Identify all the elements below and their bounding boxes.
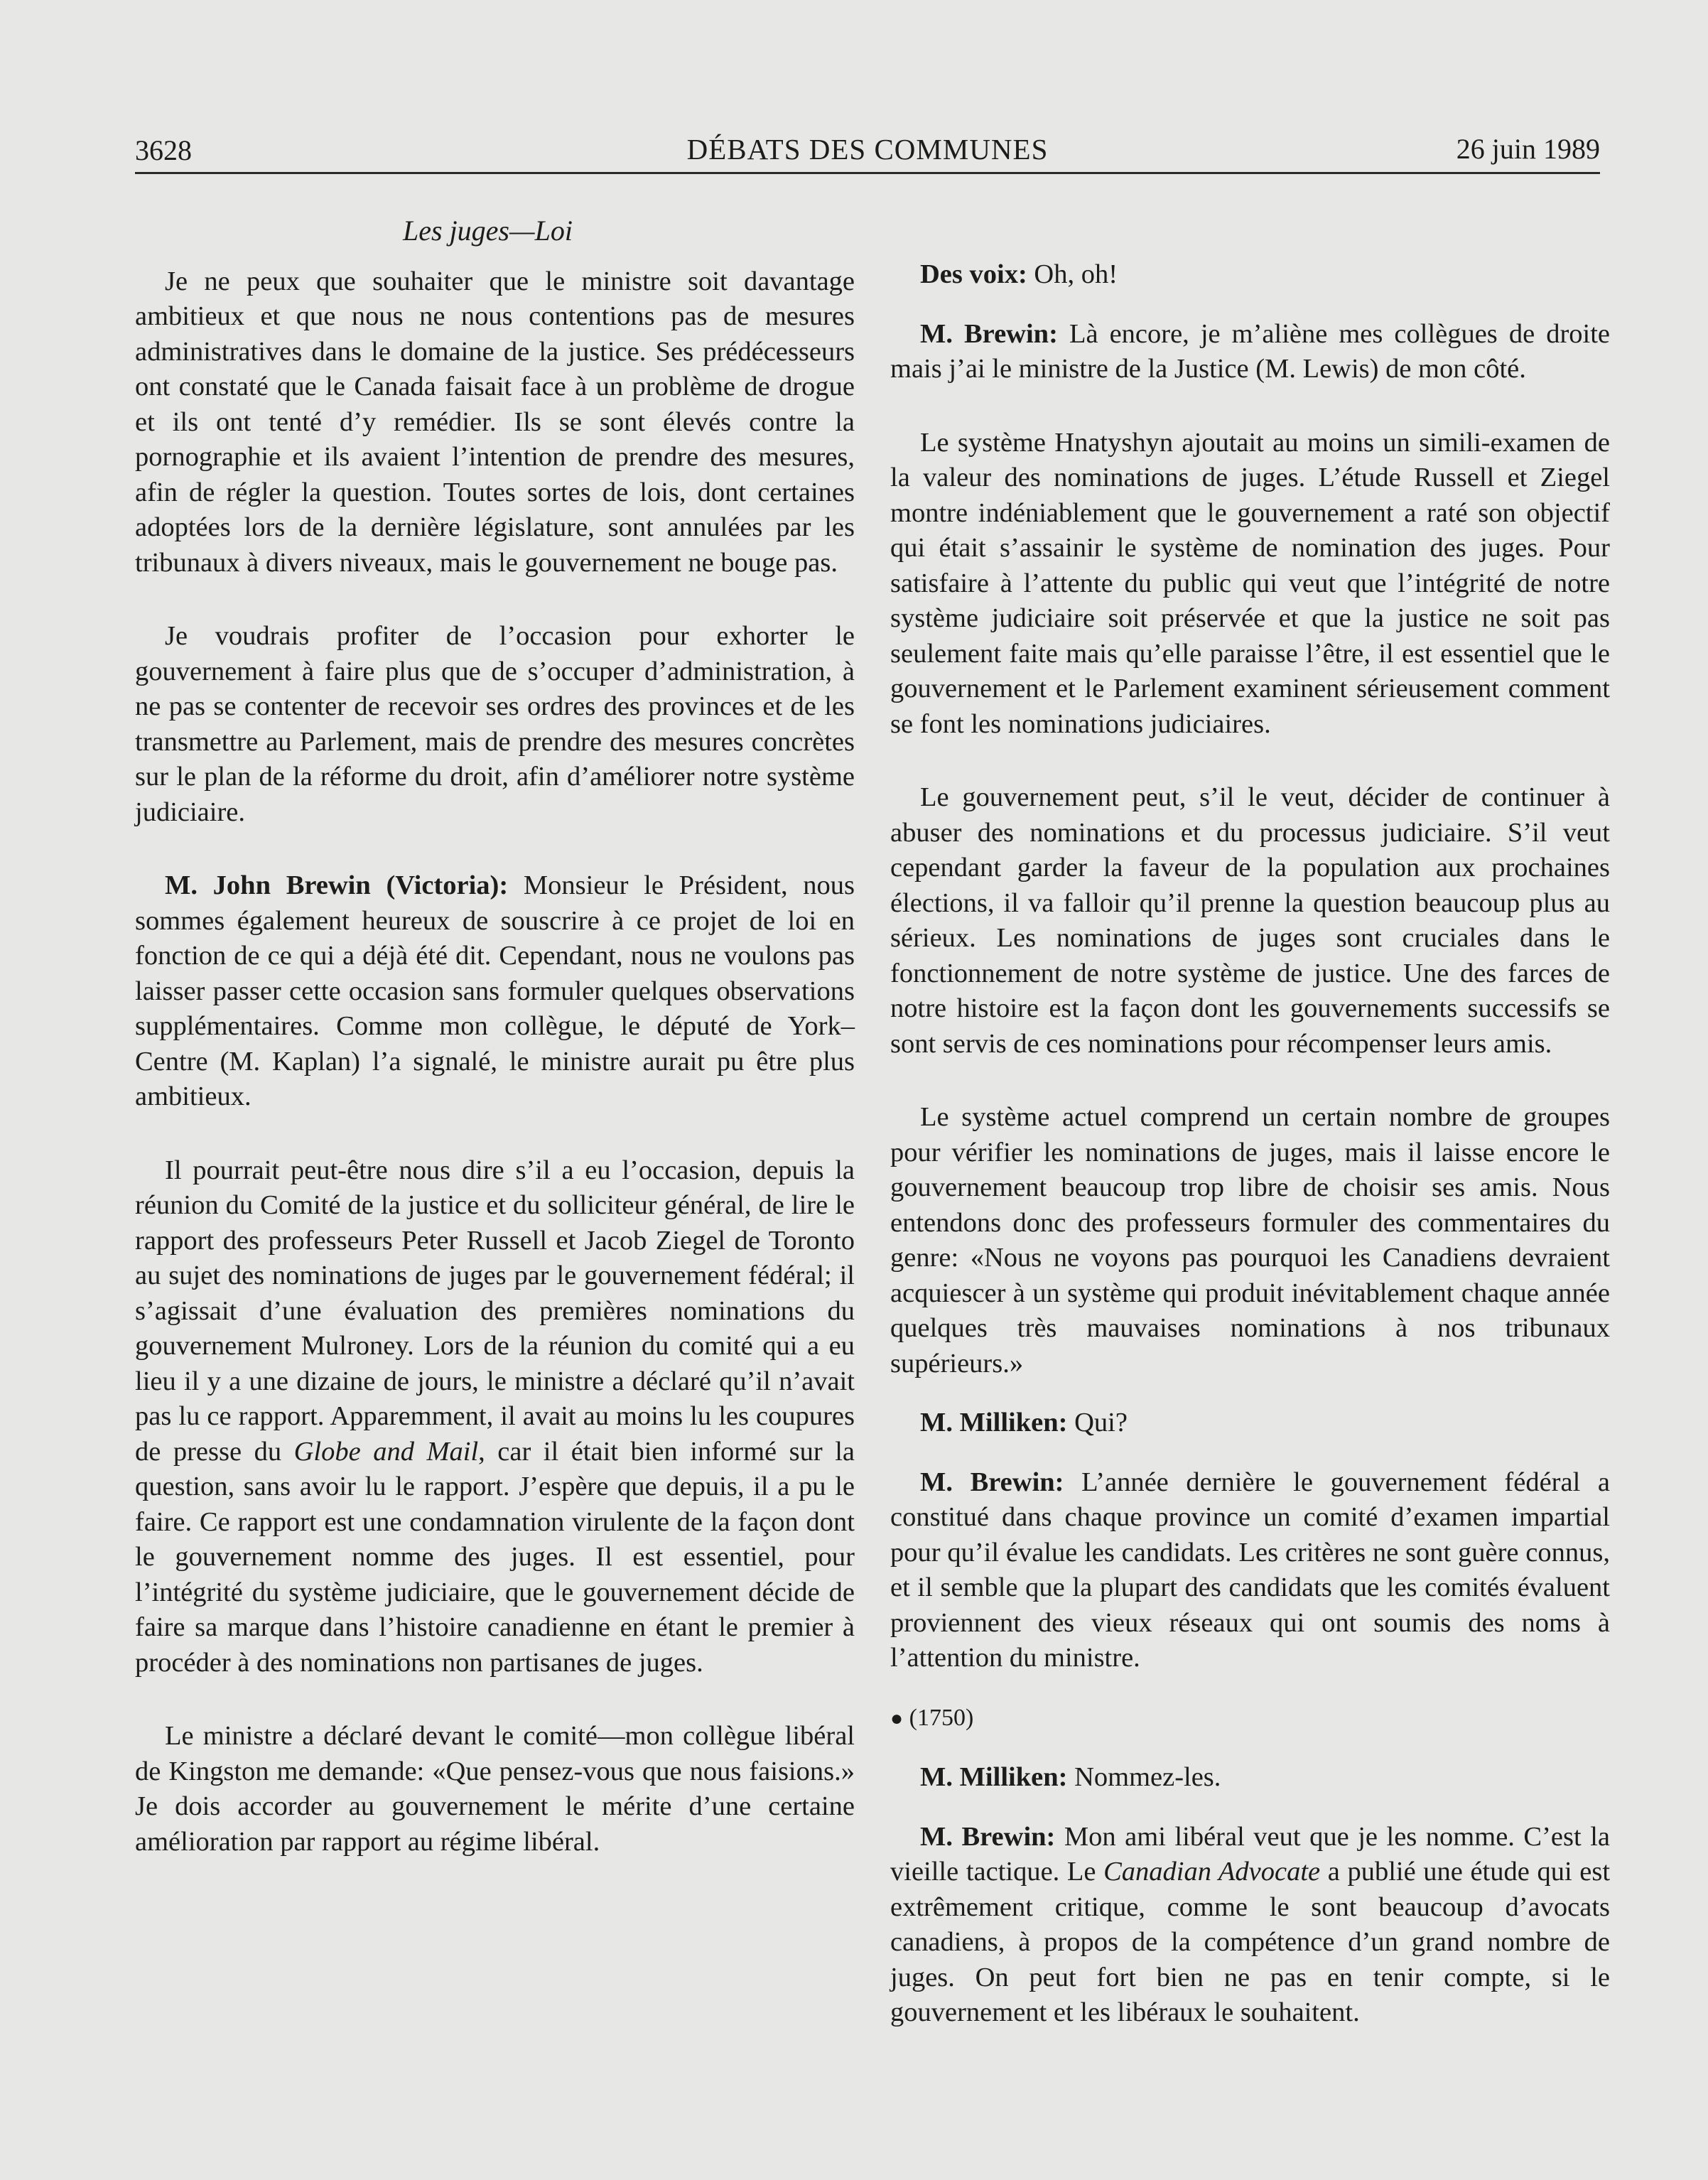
paragraph-text: Le gouvernement peut, s’il le veut, décider de continuer à abuser des nominations et du processus judiciaire. S’il veut cependant garder la faveur de la population aux prochaines élections, il va falloir qu’il prenne la question beaucoup plus au sérieux. Les nominations de juges sont cruciales dans le fonctionnement de notre système de justice. Une des farces de notre histoire est la façon dont les gouvernements successifs se sont servis de ces nominations pour récompenser leurs amis. [890,782,1610,1059]
paragraph-text: Il pourrait peut-être nous dire s’il a eu l’occasion, depuis la réunion du Comité de la justice et du solliciteur général, de lire le rapport des professeurs Peter Russell et Jacob Ziegel de Toronto au sujet des nominations de juges par le gouvernement fédéral; il s’agissait d’une évaluation des premières nominations du gouvernement Mulroney. Lors de la réunion du comité qui a eu lieu il y a une dizaine de jours, le ministre a déclaré qu’il n’avait pas lu ce rapport. Apparemment, il avait au moins lu les coupures de presse du [135,1155,855,1467]
bullet-icon: ● [890,1706,904,1730]
paragraph [890,1820,1610,2031]
paragraph [890,257,1610,293]
paragraph-text: Qui? [1074,1408,1128,1437]
paragraph [135,1153,855,1681]
paragraph [890,317,1610,387]
paragraph-text: L’année dernière le gouvernement fédéral a constitué dans chaque province un comité d’examen impartial pour qu’il évalue les candidats. Les critères ne sont guère connus, et il semble que la plupart des candidats que les comités évaluent proviennent des vieux réseaux qui ont soumis des noms à l’attention du ministre. [890,1467,1611,1673]
sitting-date: 26 juin 1989 [1456,133,1600,165]
paragraph [890,1405,1610,1441]
paragraph [890,426,1610,743]
paragraph-text: Monsieur le Président, nous sommes également heureux de souscrire à ce projet de loi en fonction de ce qui a déjà été dit. Cependant, nous ne voulons pas laisser passer cette occasion sans formuler quelques observations supplémentaires. Comme mon collègue, le député de York–Centre (M. Kaplan) l’a signalé, le ministre aurait pu être plus ambitieux. [135,870,855,1111]
section-subhead: Les juges—Loi [403,215,573,247]
left-column [135,213,855,1898]
paragraph [135,868,855,1115]
speaker-name: M. Brewin: [920,318,1058,349]
paragraph-text: Le ministre a déclaré devant le comité—mon collègue libéral de Kingston me demande: «Que pensez-vous que nous faisions.» Je dois accorder au gouvernement le mérite d’une certaine amélioration par rapport au régime libéral. [135,1721,855,1857]
paragraph-text: Oh, oh! [1034,259,1118,289]
speaker-name: M. Brewin: [920,1821,1056,1852]
paragraph-text: Là encore, je m’aliène mes collègues de droite mais j’ai le ministre de la Justice (M. Lewis) de mon côté. [890,318,1611,384]
publication-name: Globe and Mail [293,1436,479,1467]
speaker-name: M. Milliken: [920,1408,1068,1437]
time-marker-text: (1750) [909,1704,974,1731]
paragraph [890,1760,1610,1796]
publication-name: Canadian Advocate [1103,1857,1321,1887]
speaker-name: M. Milliken: [920,1762,1068,1792]
paragraph-text: Le système Hnatyshyn ajoutait au moins un simili-examen de la valeur des nominations de juges. L’étude Russell et Ziegel montre indéniablement que le gouvernement a raté son objectif qui était s’assainir le système de nomination des juges. Pour satisfaire à l’attente du public qui veut que l’intégrité de notre système judiciaire soit préservée et que la justice ne soit pas seulement faite mais qu’elle paraisse l’être, il est essentiel que le gouvernement et le Parlement examinent sérieusement comment se font les nominations judiciaires. [890,427,1610,739]
time-marker [890,1700,1610,1737]
paragraph [890,780,1610,1062]
speaker-name: Des voix: [920,259,1027,289]
paragraph [890,1465,1610,1676]
paragraph [135,264,855,581]
speaker-name: M. Brewin: [920,1467,1064,1497]
paragraph-text: Nommez-les. [1074,1762,1221,1792]
page-number: 3628 [135,134,192,166]
paragraph-text: Mon ami libéral veut que je les nomme. C’est la vieille tactique. Le [890,1821,1611,1887]
speaker-name: M. John Brewin (Victoria): [165,870,509,900]
paragraph-text: Je ne peux que souhaiter que le ministre soit davantage ambitieux et que nous ne nous contentions pas de mesures administratives dans le domaine de la justice. Ses prédécesseurs ont constaté que le Canada faisait face à un problème de drogue et ils ont tenté d’y remédier. Ils se sont élevés contre la pornographie et ils avaient l’intention de prendre des mesures, afin de régler la question. Toutes sortes de lois, dont certaines adoptées lors de la dernière législature, sont annulées par les tribunaux à divers niveaux, mais le gouvernement ne bouge pas. [135,266,855,578]
paragraph [890,1100,1610,1381]
page-header [135,132,1600,174]
right-column [890,257,1610,2055]
publication-title: DÉBATS DES COMMUNES [686,133,1049,166]
paragraph [135,1719,855,1860]
paragraph-text: a publié une étude qui est extrêmement critique, comme le sont beaucoup d’avocats canadiens, à propos de la compétence d’un grand nombre de juges. On peut fort bien ne pas en tenir compte, si le gouvernement et les libéraux le souhaitent. [890,1857,1611,2027]
paragraph-text: Je voudrais profiter de l’occasion pour exhorter le gouvernement à faire plus que de s’occuper d’administration, à ne pas se contenter de recevoir ses ordres des provinces et de les transmettre au Parlement, mais de prendre des mesures concrètes sur le plan de la réforme du droit, afin d’améliorer notre système judiciaire. [135,621,855,827]
paragraph [135,619,855,830]
paragraph-text: , car il était bien informé sur la question, sans avoir lu le rapport. J’espère que depuis, il a pu le faire. Ce rapport est une condamnation virulente de la façon dont le gouvernement nomme des juges. Il est essentiel, pour l’intégrité du système judiciaire, que le gouvernement décide de faire sa marque dans l’histoire canadienne en étant le premier à procéder à des nominations non partisanes de juges. [135,1436,855,1678]
paragraph-text: Le système actuel comprend un certain nombre de groupes pour vérifier les nominations de juges, mais il laisse encore le gouvernement beaucoup trop libre de choisir ses amis. Nous entendons donc des professeurs formuler des commentaires du genre: «Nous ne voyons pas pourquoi les Canadiens devraient acquiescer à un système qui produit inévitablement chaque année quelques très mauvaises nominations à nos tribunaux supérieurs.» [890,1102,1610,1378]
